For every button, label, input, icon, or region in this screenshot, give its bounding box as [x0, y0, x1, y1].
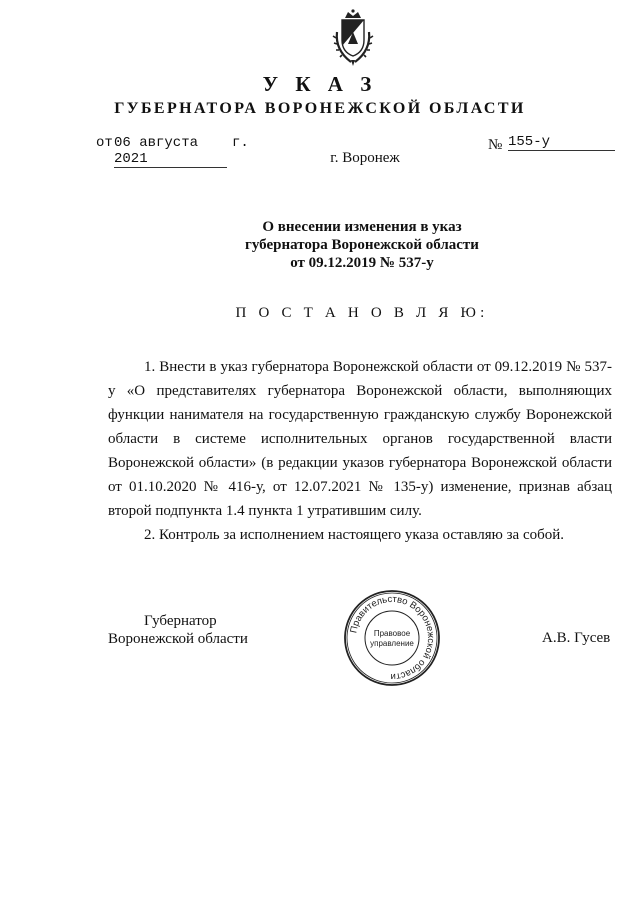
coat-of-arms-icon — [330, 8, 376, 68]
signatory-title-line1: Губернатор — [144, 613, 217, 629]
stamp-center-line1: Правовое — [373, 629, 411, 638]
signatory-title — [108, 612, 248, 648]
subject-line: О внесении изменения в указ — [262, 219, 462, 235]
stamp-center-line2: управление — [370, 639, 414, 648]
number-prefix: № — [488, 137, 503, 153]
paragraph-1: 1. Внести в указ губернатора Воронежской области от 09.12.2019 № 537-у «О представителях губернатора Воронежской области, выполняющих функции нанимателя на государственную гражданскую службу Воронежской области в системе исполнительных органов государственной власти Воронежской области» (в редакции указов губернатора Воронежской области от 01.10.2020 № 416-у, от 12.07.2021 № 135-у) изменение, признав абзац второй подпункта 1.4 пункта 1 утратившим силу. — [108, 359, 612, 519]
subject-line: губернатора Воронежской области — [245, 237, 479, 253]
document-type-title: У К А З — [262, 72, 378, 96]
issue-city: г. Воронеж — [330, 150, 400, 166]
date-prefix: от — [96, 135, 113, 151]
document-subject — [0, 218, 640, 272]
document-date: 06 августа 2021 — [114, 135, 227, 168]
date-suffix: г. — [232, 135, 249, 151]
document-number: 155-у — [508, 134, 615, 151]
decree-word: П О С Т А Н О В Л Я Ю: — [235, 305, 489, 321]
signer-name: А.В. Гусев — [542, 630, 611, 646]
subject-line: от 09.12.2019 № 537-у — [290, 255, 434, 271]
signatory-title-line2: Воронежской области — [108, 631, 248, 647]
issuer-heading: ГУБЕРНАТОРА ВОРОНЕЖСКОЙ ОБЛАСТИ — [114, 100, 526, 117]
paragraph-2: 2. Контроль за исполнением настоящего указа оставляю за собой. — [144, 527, 565, 543]
official-stamp — [342, 588, 442, 688]
document-body — [108, 355, 612, 547]
stamp-ring-text: Правительство Воронежской области — [348, 593, 437, 683]
